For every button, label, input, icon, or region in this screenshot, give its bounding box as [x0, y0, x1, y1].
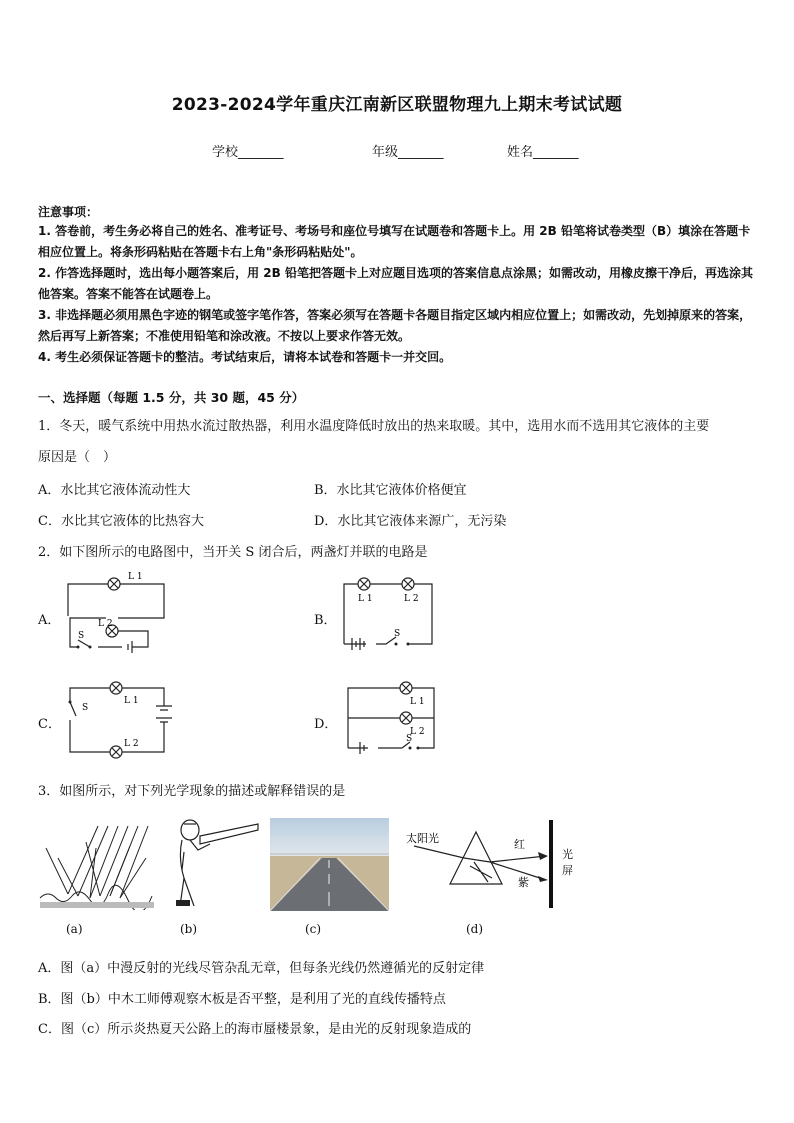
label-l2: L 2	[124, 739, 139, 749]
note-item-1: 1. 答卷前，考生务必将自己的姓名、准考证号、考场号和座位号填写在试题卷和答题卡上。用 2B 铅笔将试卷类型（B）填涂在答题卡相应位置上。将条形码粘贴在答题卡右上角"条形码粘贴处"。	[38, 224, 751, 259]
q1-stem-line2: 原因是（ ）	[38, 450, 117, 465]
q1-option-a: A．水比其它液体流动性大	[38, 483, 191, 498]
caption-b: (b)	[180, 922, 198, 936]
circuit-d-diagram	[338, 676, 440, 766]
section-heading: 一、选择题（每题 1.5 分，共 30 题，45 分）	[38, 390, 305, 405]
label-s: S	[82, 703, 89, 713]
label-red: 红	[514, 838, 525, 851]
q1-stem-line1: 1．冬天，暖气系统中用热水流过散热器，利用水温度降低时放出的热来取暖。其中，选用水而不选用其它液体的主要	[38, 419, 710, 434]
q1-option-b: B．水比其它液体价格便宜	[314, 483, 467, 498]
label-purple: 紫	[518, 876, 529, 889]
q2-label-d: D．	[314, 717, 338, 732]
caption-a: (a)	[66, 922, 83, 936]
q2-label-a: A．	[38, 613, 61, 628]
figure-d-prism-dispersion	[400, 818, 580, 910]
label-s: S	[78, 631, 85, 641]
q3-option-b: B．图（b）中木工师傅观察木板是否平整，是利用了光的直线传播特点	[38, 992, 446, 1007]
note-item-4: 4. 考生必须保证答题卡的整洁。考试结束后，请将本试卷和答题卡一并交回。	[38, 350, 452, 364]
label-l1: L 1	[410, 697, 425, 707]
figure-c-road-mirage	[270, 818, 389, 911]
q3-option-c: C．图（c）所示炎热夏天公路上的海市蜃楼景象，是由光的反射现象造成的	[38, 1022, 472, 1037]
label-l2: L 2	[98, 619, 113, 629]
label-sunlight: 太阳光	[406, 832, 439, 845]
q2-label-b: B．	[314, 613, 337, 628]
label-s: S	[406, 734, 413, 744]
figure-b-carpenter	[170, 818, 260, 910]
q3-stem: 3．如图所示，对下列光学现象的描述或解释错误的是	[38, 784, 346, 799]
q3-option-a: A．图（a）中漫反射的光线尽管杂乱无章，但每条光线仍然遵循光的反射定律	[38, 961, 485, 976]
grade-field: 年级_______	[372, 145, 444, 160]
circuit-c-diagram	[60, 676, 178, 762]
label-l1: L 1	[128, 572, 143, 582]
q2-stem: 2．如下图所示的电路图中，当开关 S 闭合后，两盏灯并联的电路是	[38, 545, 428, 560]
q2-label-c: C．	[38, 717, 61, 732]
note-item-3: 3. 非选择题必须用黑色字迹的钢笔或签字笔作答，答案必须写在答题卡各题目指定区域内相应位置上；如需改动，先划掉原来的答案，然后再写上新答案；不准使用铅笔和涂改液。不按以上要求作答无效。	[38, 308, 752, 343]
caption-d: (d)	[466, 922, 484, 936]
q1-option-d: D．水比其它液体来源广，无污染	[314, 514, 507, 529]
page-title: 2023-2024学年重庆江南新区联盟物理九上期末考试试题	[171, 95, 623, 115]
label-screen-1: 光	[562, 848, 573, 861]
note-item-2: 2. 作答选择题时，选出每小题答案后，用 2B 铅笔把答题卡上对应题目选项的答案信息点涂黑；如需改动，用橡皮擦干净后，再选涂其他答案。答案不能答在试题卷上。	[38, 266, 753, 301]
label-l1: L 1	[358, 594, 373, 604]
name-field: 姓名_______	[507, 145, 579, 160]
notes-heading: 注意事项：	[38, 205, 99, 219]
q1-option-c: C．水比其它液体的比热容大	[38, 514, 204, 529]
label-l2: L 2	[410, 727, 425, 737]
label-s: S	[394, 629, 401, 639]
caption-c: (c)	[305, 922, 322, 936]
circuit-b-diagram	[338, 570, 440, 660]
label-l1: L 1	[124, 696, 139, 706]
label-l2: L 2	[404, 594, 419, 604]
label-screen-2: 屏	[562, 864, 573, 877]
figure-a-diffuse-reflection	[38, 818, 156, 910]
circuit-a-diagram	[60, 570, 170, 662]
school-field: 学校_______	[212, 145, 284, 160]
